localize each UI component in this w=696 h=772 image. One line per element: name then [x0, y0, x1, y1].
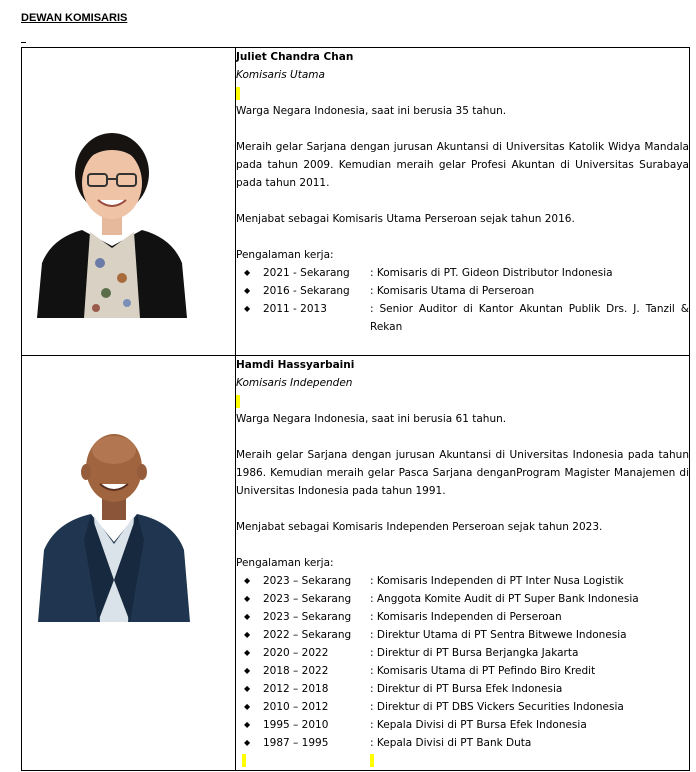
nationality-text: Warga Negara Indonesia, saat ini berusia 61 tahun. [236, 413, 507, 425]
highlight-mark [236, 87, 240, 100]
experience-desc: : Komisaris Independen di PT Inter Nusa Logistik [370, 575, 624, 587]
experience-list [236, 264, 689, 336]
member-role: Komisaris Utama [236, 69, 325, 81]
experience-desc: : Kepala Divisi di PT Bursa Efek Indonesia [370, 719, 587, 731]
diamond-bullet-icon: ◆ [244, 612, 251, 621]
experience-period: 2018 – 2022 [263, 665, 329, 677]
list-item [236, 282, 689, 300]
experience-period: 2012 – 2018 [263, 683, 329, 695]
experience-desc: : Direktur di PT Bursa Berjangka Jakarta [370, 647, 579, 659]
member-role: Komisaris Independen [236, 377, 353, 389]
experience-period: 2023 – Sekarang [263, 611, 352, 623]
list-item [236, 572, 689, 590]
experience-period: 2021 - Sekarang [263, 267, 350, 279]
commissioners-table [21, 47, 690, 771]
list-item [236, 590, 689, 608]
experience-list [236, 572, 689, 752]
list-item [236, 698, 689, 716]
member-row [22, 48, 690, 356]
diamond-bullet-icon: ◆ [244, 286, 251, 295]
list-item [236, 644, 689, 662]
experience-period: 2016 - Sekarang [263, 285, 350, 297]
experience-period: 2023 – Sekarang [263, 593, 352, 605]
highlight-mark [242, 754, 246, 767]
diamond-bullet-icon: ◆ [244, 304, 251, 313]
photo-cell [22, 356, 236, 771]
highlight-mark [370, 754, 374, 767]
education-text: Meraih gelar Sarjana dengan jurusan Akuntansi di Universitas Katolik Widya Mandala pada tahun 2009. Kemudian meraih gelar Profesi Akuntan di Universitas Surabaya pada tahun 2011. [236, 141, 689, 189]
diamond-bullet-icon: ◆ [244, 684, 251, 693]
experience-desc: : Anggota Komite Audit di PT Super Bank Indonesia [370, 593, 639, 605]
nationality-text: Warga Negara Indonesia, saat ini berusia 35 tahun. [236, 105, 507, 117]
list-item [236, 608, 689, 626]
experience-label: Pengalaman kerja: [236, 249, 334, 261]
photo-cell [22, 48, 236, 356]
experience-period: 2022 – Sekarang [263, 629, 352, 641]
member-name: Hamdi Hassyarbaini [236, 359, 355, 371]
list-item [236, 734, 689, 752]
highlight-mark [236, 395, 240, 408]
experience-desc: : Direktur di PT Bursa Efek Indonesia [370, 683, 563, 695]
list-item [236, 264, 689, 282]
experience-label: Pengalaman kerja: [236, 557, 334, 569]
diamond-bullet-icon: ◆ [244, 666, 251, 675]
experience-period: 1987 – 1995 [263, 737, 329, 749]
profile-text [236, 48, 690, 356]
experience-desc: : Direktur di PT DBS Vickers Securities Indonesia [370, 701, 624, 713]
diamond-bullet-icon: ◆ [244, 630, 251, 639]
education-text: Meraih gelar Sarjana dengan jurusan Akuntansi di Universitas Indonesia pada tahun 1986. Kemudian meraih gelar Pasca Sarjana denganProgram Magister Manajemen di Universitas Indonesia pada tahun 1991. [236, 449, 689, 497]
experience-desc: : Kepala Divisi di PT Bank Duta [370, 737, 532, 749]
experience-desc: : Komisaris di PT. Gideon Distributor Indonesia [370, 267, 613, 279]
diamond-bullet-icon: ◆ [244, 720, 251, 729]
diamond-bullet-icon: ◆ [244, 702, 251, 711]
divider [21, 42, 26, 43]
profile-text [236, 356, 690, 771]
position-text: Menjabat sebagai Komisaris Independen Perseroan sejak tahun 2023. [236, 521, 603, 533]
list-item [236, 716, 689, 734]
experience-desc: : Direktur Utama di PT Sentra Bitwewe Indonesia [370, 629, 627, 641]
experience-desc: : Komisaris Utama di PT Pefindo Biro Kredit [370, 665, 596, 677]
member-name: Juliet Chandra Chan [236, 51, 354, 63]
bottom-marks [236, 752, 689, 770]
diamond-bullet-icon: ◆ [244, 594, 251, 603]
diamond-bullet-icon: ◆ [244, 268, 251, 277]
portrait-photo-juliet [32, 128, 192, 318]
experience-period: 2010 – 2012 [263, 701, 329, 713]
experience-desc: : Komisaris Utama di Perseroan [370, 285, 535, 297]
diamond-bullet-icon: ◆ [244, 648, 251, 657]
portrait-photo-hamdi [36, 430, 192, 622]
experience-period: 2011 - 2013 [263, 303, 327, 315]
list-item [236, 626, 689, 644]
list-item [236, 300, 689, 336]
diamond-bullet-icon: ◆ [244, 738, 251, 747]
experience-desc: : Komisaris Independen di Perseroan [370, 611, 562, 623]
experience-period: 2020 – 2022 [263, 647, 329, 659]
list-item [236, 662, 689, 680]
experience-desc: : Senior Auditor di Kantor Akuntan Publik Drs. J. Tanzil & Rekan [370, 303, 689, 333]
list-item [236, 680, 689, 698]
member-row [22, 356, 690, 771]
diamond-bullet-icon: ◆ [244, 576, 251, 585]
experience-period: 2023 – Sekarang [263, 575, 352, 587]
page-heading: DEWAN KOMISARIS [21, 12, 128, 24]
experience-period: 1995 – 2010 [263, 719, 329, 731]
position-text: Menjabat sebagai Komisaris Utama Perseroan sejak tahun 2016. [236, 213, 575, 225]
